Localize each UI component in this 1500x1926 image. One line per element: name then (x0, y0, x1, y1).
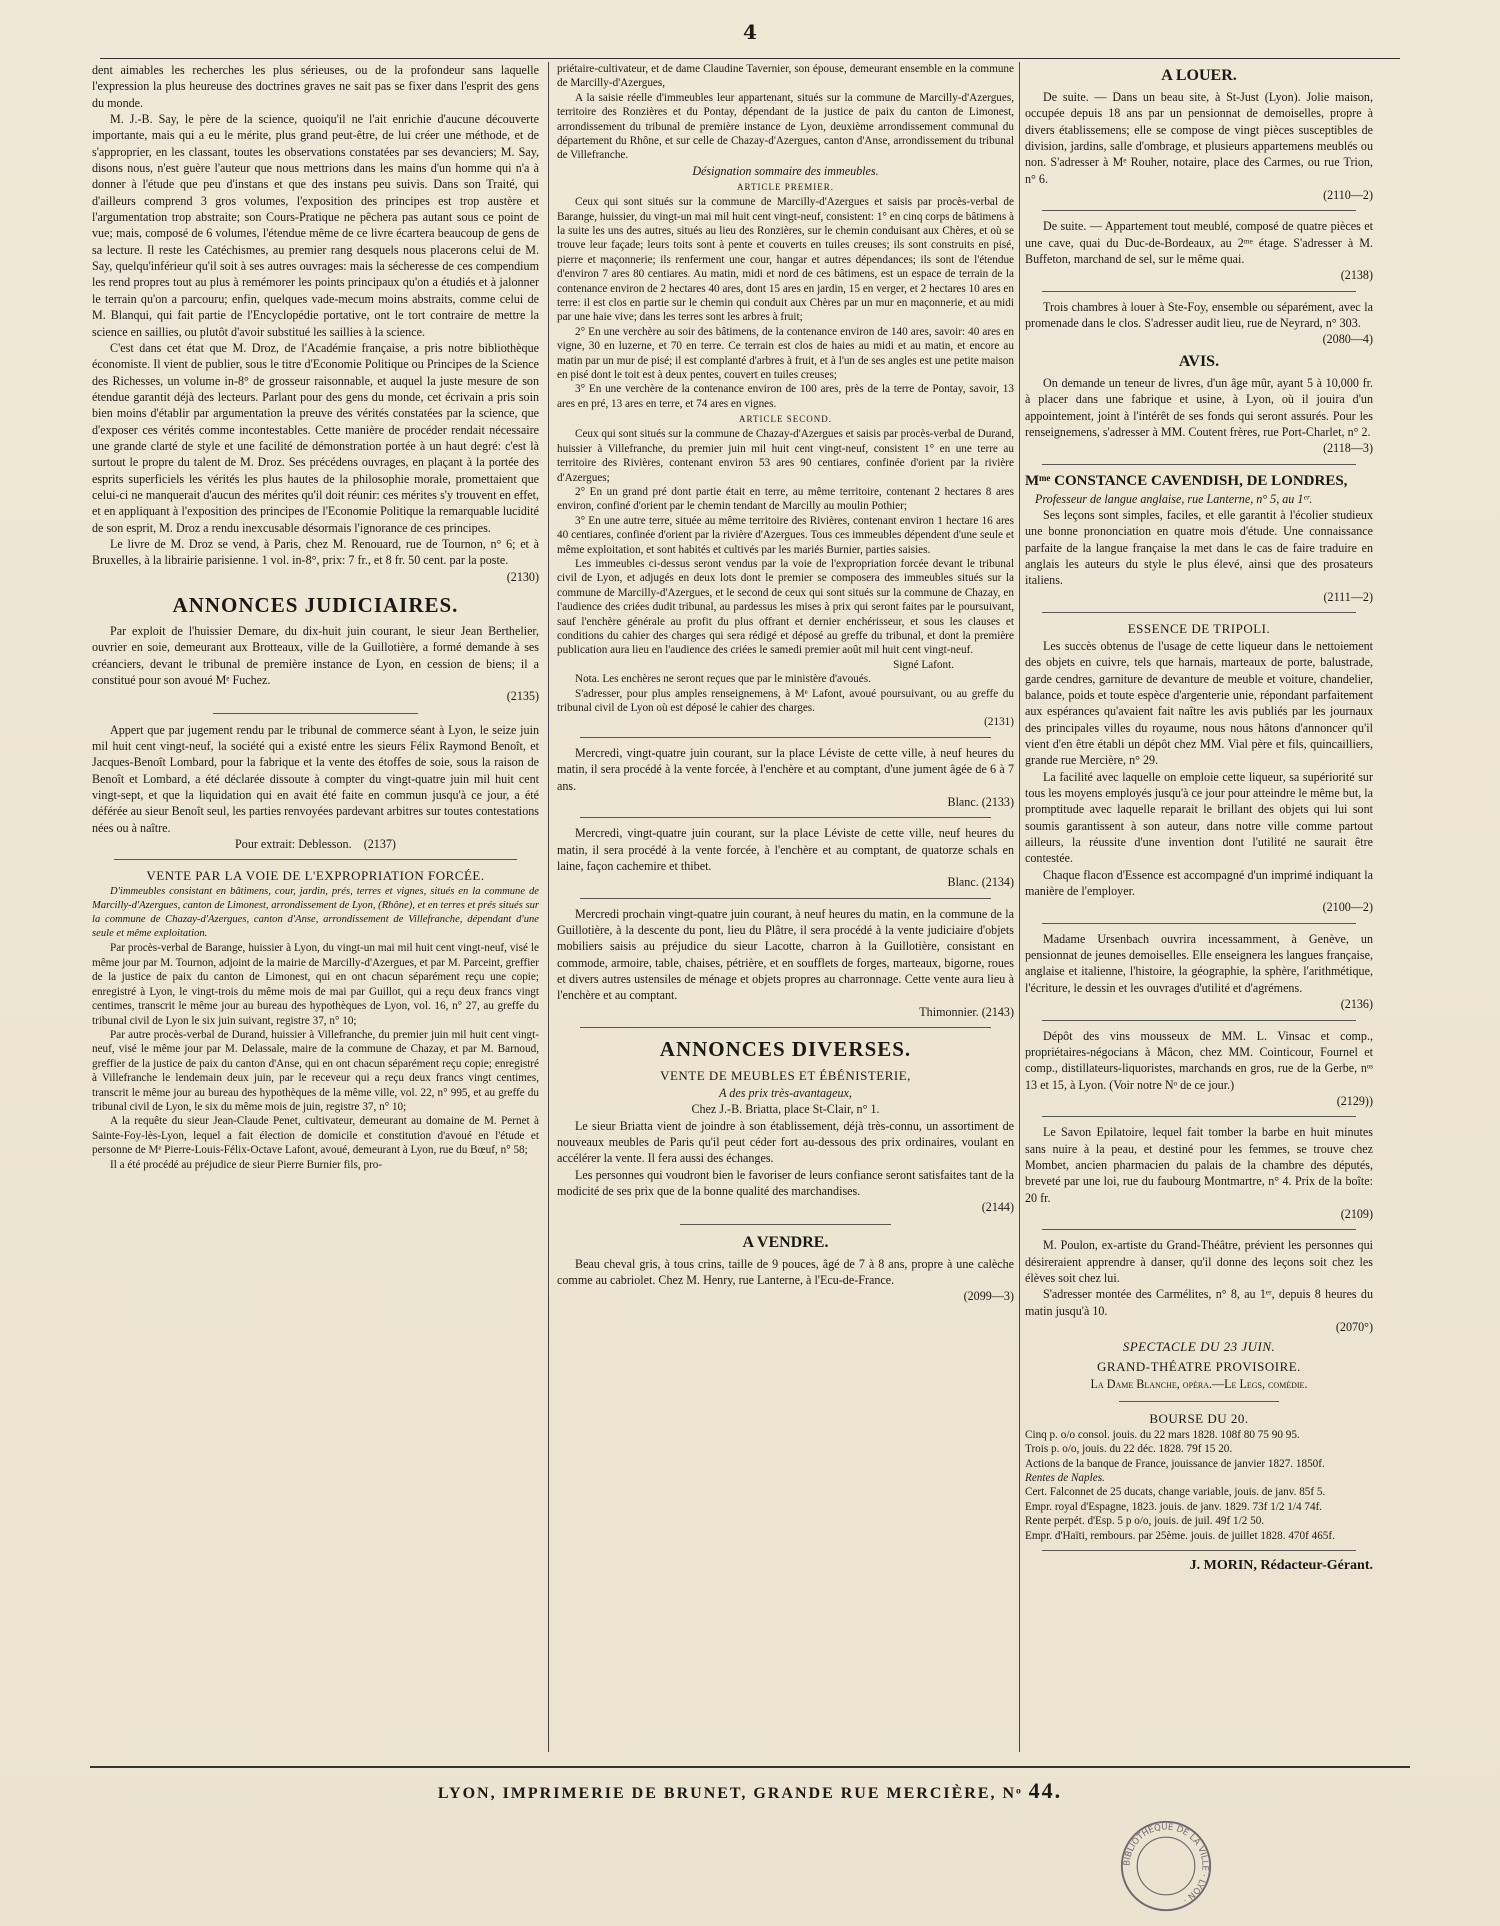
reference-number: (2136) (1340, 997, 1373, 1012)
vente-intro: D'immeubles consistant en bâtimens, cour, jardin, prés, terres et vignes, situés en la commune de Marcilly-d'Azergues, canton de Limonest, arrondissement de Lyon, (Rhône), et en terres et prés situés sur la commune de Chazay-d'Azergues, canton d'Anse, arrondissement de Villefranche, dépendant d'une seule et même exploitation. (92, 886, 539, 940)
bourse-line: Rente perpét. d'Esp. 5 p o/o, jouis. de juil. 49f 1/2 50. (1025, 1515, 1265, 1528)
article-paragraph: M. J.-B. Say, le père de la science, quoiqu'il ne l'ait enrichie d'aucune découverte importante, mais qui a eu le mérite, plus grand peut-être, de lui créer une méthode, et de s'approprier, en les classant, toutes les observations constatées par ses devanciers; M. Say, disons nous, n'est guère l'auteur que nous mettrions dans les mains d'un homme qui n'a à donner à l'étude que peu d'instans et que des instans peu suivis. Dans son Traité, qui d'ailleurs comprend 3 gros volumes, l'exposition des principes est trop austère et l'argumentation trop abstraite; son Cours-Pratique ne pêchera pas autant sous ce point de vue; mais, composé de 6 volumes, l'étendue même de ce livre écartera beaucoup de gens de sa lecture. Il reste les Catéchismes, au premier rang desquels nous placerons celui de M. Say, quelqu'inférieur qu'il soit à ses autres ouvrages: mais la sécheresse de ces compendium les rend propres tout au plus à remémorer les points principaux qu'on a étudiés et à jalonner le terrain qu'on a parcouru; enfin, quelques vade-mecum moins abstraits, comme celui de M. Blanqui, qui fait partie de l'Encyclopédie portative, ont le tort contraire de mettre la science en saillies, ou plutôt d'avoir substitué les saillies à la science. (92, 112, 539, 339)
reference-number: (2110—2) (1323, 188, 1373, 203)
tripoli-paragraph: La facilité avec laquelle on emploie cette liqueur, sa supériorité sur tous les moyens employés jusqu'à ce jour pour atteindre le même but, la promptitude avec laquelle reparait le brillant des objets qui lui sont soumis garantissent à son auteur, dans notre ville comme partout ailleurs, la réussite d'une invention dont l'utilité ne saurait être contestée. (1025, 769, 1373, 866)
saisie-paragraph: A la saisie réelle d'immeubles leur appartenant, situés sur la commune de Marcilly-d'Azergues, territoire des Ronzières et du Pontay, dépendant de la justice de paix du canton de Limonest, arrondissement du tribunal de première instance de Lyon, deuxième arrondissement communal du département du Rhône, et sur celle de Chazay-d'Azergues, canton d'Anse, arrondissement du tribunal de Villefranche. (557, 91, 1014, 162)
bottom-rule (90, 1766, 1410, 1768)
signature-reference: Blanc. (2134) (947, 875, 1014, 890)
vente-meubles-heading: VENTE DE MEUBLES ET ÉBÉNISTERIE, (660, 1067, 911, 1083)
left-column (92, 62, 539, 1752)
tripoli-paragraph: Les succès obtenus de l'usage de cette liqueur dans le nettoiement des objets en cuivre, tels que harnais, marteaux de porte, balustrade, garde cendres, garniture de devanture de meuble et voiture, chandelier, balance, poids et toute espèce d'argenterie unie, répondant parfaitement aux espérances qu'avaient fait naître les avis publiés par les journaux des principales villes du royaume, nous nous hâtons d'annoncer qu'il vient d'en être établi un dépôt chez MM. Vial père et fils, quincailliers, grande rue Mercière, n° 29. (1025, 638, 1373, 768)
reference-number: (2118—3) (1323, 441, 1373, 456)
avis-paragraph: On demande un teneur de livres, d'un âge mûr, ayant 5 à 10,000 fr. à placer dans une fabrique et usine, à Lyon, où il jouira d'un appointement, joint à l'intérêt de ses fonds qui seront assurés. Pour les renseignemens, s'adresser à MM. Coutent frères, rue Port-Charlet, n° 2. (1025, 375, 1373, 439)
vente-paragraph: Par autre procès-verbal de Durand, huissier à Villefranche, du premier juin mil huit cent vingt-neuf, visé le même jour par M. Delassale, maire de la commune de Chazay, et par M. Barnoud, greffier de la justice de paix du canton d'Anse, qui en ont chacun séparément reçu copie; enregistré à Villefranche le lendemain deux juin, par le receveur qui a reçu deux francs vingt centimes, transcrit le même jour au bureau des hypothèques de la même ville, vol. 22, n° 995, et au greffe du tribunal civil de Lyon, le six du même mois de juin, registre 37, n° 10; (92, 1028, 539, 1113)
article-second-heading: ARTICLE SECOND. (739, 414, 832, 425)
separator (580, 817, 991, 818)
heading-a-vendre: A VENDRE. (742, 1233, 829, 1251)
separator (580, 1027, 991, 1028)
bourse-line: Rentes de Naples. (1025, 1471, 1105, 1484)
middle-column (557, 62, 1014, 1752)
vente-paragraph: A la requête du sieur Jean-Claude Penet, cultivateur, demeurant au domaine de M. Pernet à Sainte-Foy-lès-Lyon, lequel a fait élection de domicile et constitution d'avoué en l'étude et personne de Mᵉ Pierre-Louis-Félix-Octave Lafont, avoué, demeurant à Lyon, rue du Bœuf, n° 58; (92, 1115, 539, 1157)
cavendish-paragraph: Ses leçons sont simples, faciles, et elle garantit à l'écolier studieux une bonne prononciation en quatre mois d'étude. Une connaissance parfaite de la langue française la met dans le cas de faire traduire en anglais les auteurs du style le plus élevé, ainsi que des prosateurs italiens. (1025, 507, 1373, 588)
separator (1042, 1020, 1355, 1021)
article-paragraph: Ceux qui sont situés sur la commune de Chazay-d'Azergues et saisis par procès-verbal de Durand, huissier à Villefranche, du premier juin mil huit cent vingt-neuf, consistent 1° en une terre au territoire des Rivières, contenant environ 53 ares 90 centiares, confinée d'orient par la rivière d'Azergues; (557, 428, 1014, 484)
vinsac-paragraph: Dépôt des vins mousseux de MM. L. Vinsac et comp., propriétaires-négocians à Mâcon, chez MM. Cointicour, Fournel et comp., distillateurs-liquoristes, marchands en gros, rue de la Gerbe, nᵒˢ 13 et 15, à Lyon. (Voir notre Nᵒ de ce jour.) (1025, 1028, 1373, 1092)
separator (1042, 612, 1355, 613)
bourse-line: Cert. Falconnet de 25 ducats, change variable, jouis. de janv. 85f 5. (1025, 1486, 1326, 1499)
bourse-table (1025, 1428, 1373, 1543)
top-rule (100, 58, 1400, 59)
ursenbach-paragraph: Madame Ursenbach ouvrira incessamment, à Genève, un pensionnat de jeunes demoiselles. Elle enseignera les langues française, anglaise et italienne, l'histoire, la géographie, la sphère, l'arithmétique, l'écriture, le dessin et les ouvrages d'utilité et d'agrémens. (1025, 931, 1373, 995)
bourse-line: Cinq p. o/o consol. jouis. du 22 mars 1828. 108f 80 75 90 95. (1025, 1428, 1300, 1441)
reference-number: (2109) (1340, 1206, 1373, 1221)
reference-number: (2144) (981, 1200, 1014, 1215)
vendre-paragraph: Beau cheval gris, à tous crins, taille de 9 pouces, âgé de 7 à 8 ans, propre à une calèche comme au cabriolet. Chez M. Henry, rue Lanterne, à l'Ecu-de-France. (557, 1256, 1014, 1288)
louer-notice: Trois chambres à louer à Ste-Foy, ensemble ou séparément, avec la promenade dans le clos. S'adresser audit lieu, rue de Neyrard, n° 303. (1025, 299, 1373, 331)
vente-paragraph: Par procès-verbal de Barange, huissier à Lyon, du vingt-un mai mil huit cent vingt-neuf, visé le même jour par M. Tournon, adjoint de la mairie de Marcilly-d'Azergues, et par M. Parceint, greffier de la justice de paix du canton de Limonest, qui en ont chacun séparément reçu une copie; enregistré à Lyon, le vingt-trois du même mois de mai par Guillot, qui a reçu deux francs vingt centimes, transcrit le même jour au bureau des hypothèques de Lyon, vol. 16, n° 27, au greffe du tribunal civil de Lyon le six juin suivant, registre 37, n° 10; (92, 942, 539, 1027)
separator (1042, 1116, 1355, 1117)
separator (580, 737, 991, 738)
reference-number: (2138) (1340, 268, 1373, 283)
poulon-paragraph: S'adresser montée des Carmélites, n° 8, au 1ᵉʳ, depuis 8 heures du matin jusqu'à 10. (1025, 1287, 1373, 1318)
imprint-text: LYON, IMPRIMERIE DE BRUNET, GRANDE RUE MERCIÈRE, Nᵒ (437, 1785, 1023, 1802)
sadresser: S'adresser, pour plus amples renseignemens, à Mᵉ Lafont, avoué poursuivant, ou au greffe du tribunal civil de Lyon où est déposé le cahier des charges. (557, 687, 1014, 714)
tripoli-paragraph: Chaque flacon d'Essence est accompagné d'un imprimé indiquant la manière de l'employer. (1025, 867, 1373, 899)
judicial-notice: Appert que par jugement rendu par le tribunal de commerce séant à Lyon, le seize juin mil huit cent vingt-neuf, la société qui a existé entre les sieurs Félix Raymond Benoît, et Jacques-Benoît Lombard, pour la fabrique et la vente des étoffes de soie, sous la raison de Benoît et Lombard, a été déclarée dissoute à compter du vingt-quatre juin mil huit cent vingt-sept, et que la liquidation qui en avait été faite en commun jusqu'à ce jour, a été déférée au sieur Benoît seul, les parties renvoyées pardevant arbitres sur toutes contestations nées ou à naître. (92, 722, 539, 835)
stamp-text: BIBLIOTHÈQUE DE LA VILLE · LYON · (1122, 1822, 1210, 1905)
poulon-paragraph: M. Poulon, ex-artiste du Grand-Théâtre, prévient les personnes qui désireraient apprendre à danser, qu'il donne des leçons soit chez les élèves soit chez lui. (1025, 1238, 1373, 1285)
briatta-paragraph: Les personnes qui voudront bien le favoriser de leurs confiance seront satisfaites tant de la modicité de ses prix que de la bonne qualité des marchandises. (557, 1167, 1014, 1199)
savon-paragraph: Le Savon Epilatoire, lequel fait tomber la barbe en huit minutes sans nuire à la peau, et destiné pour les femmes, se trouve chez Mombet, ancien pharmacien du palais de la chambre des députés, breveté par une loi, rue du faubourg Montmartre, n° 4. Prix de la boîte: 20 fr. (1025, 1125, 1373, 1205)
bourse-line: Actions de la banque de France, jouissance de janvier 1827. 1850f. (1025, 1457, 1325, 1470)
vente-notice: Mercredi, vingt-quatre juin courant, sur la place Léviste de cette ville, neuf heures du matin, il sera procédé à la vente forcée, à l'enchère et au comptant, de quatorze schals en laine, façon cachemire et thibet. (557, 826, 1014, 873)
vente-paragraph: Il a été procédé au préjudice de sieur Pierre Burnier fils, pro- (110, 1158, 383, 1171)
separator (1042, 1550, 1355, 1551)
reference-number: (2130) (506, 569, 539, 584)
reference-number: (2100—2) (1322, 900, 1373, 915)
imprint-footer (0, 1778, 1500, 1804)
separator (680, 1224, 890, 1225)
chez-briatta: Chez J.-B. Briatta, place St-Clair, n° 1. (691, 1102, 880, 1117)
nota: Nota. Les enchères ne seront reçues que par le ministère d'avoués. (575, 673, 871, 686)
cavendish-name: Mᵐᵉ CONSTANCE CAVENDISH, DE LONDRES, (1025, 472, 1348, 489)
separator (1042, 1229, 1355, 1230)
signature-lafont: Signé Lafont. (893, 658, 954, 671)
louer-notice: De suite. — Appartement tout meublé, composé de quatre pièces et une cave, quai du Duc-de-Bordeaux, au 2ᵐᵉ étage. S'adresser à M. Buffeton, marchand de sel, sur le même quai. (1025, 219, 1373, 267)
column-rule (1019, 62, 1020, 1752)
heading-annonces-judiciaires: ANNONCES JUDICIAIRES. (172, 593, 459, 617)
reference-number: (2099—3) (963, 1289, 1014, 1304)
bourse-line: Empr. royal d'Espagne, 1823. jouis. de janv. 1829. 73f 1/2 1/4 74f. (1025, 1500, 1323, 1513)
spectacle-heading: SPECTACLE DU 23 JUIN. (1122, 1339, 1276, 1355)
cavendish-subtitle: Professeur de langue anglaise, rue Lanterne, n° 5, au 1ᵉʳ. (1035, 491, 1313, 506)
judicial-notice: Par exploit de l'huissier Demare, du dix-huit juin courant, le sieur Jean Berthelier, ouvrier en soie, demeurant aux Brotteaux, ville de la Guillotière, a formé demande à ses créanciers, devant le tribunal de première instance de Lyon, en cession de biens; il a constitué pour son avoué Mᵉ Fuchez. (92, 624, 539, 688)
separator (1042, 464, 1355, 465)
article-paragraph: dent aimables les recherches les plus sérieuses, ou de la profondeur sans laquelle l'expression la plus heureuse des doctrines graves ne sait pas se fixer dans l'esprit des gens du monde. (92, 63, 539, 110)
right-column (1025, 62, 1373, 1752)
bourse-line: Trois p. o/o, jouis. du 22 déc. 1828. 79f 15 20. (1025, 1443, 1233, 1456)
imprint-number: 44. (1028, 1778, 1063, 1803)
signature-reference: Blanc. (2133) (947, 794, 1014, 809)
article-paragraph: 3° En une verchère de la contenance environ de 100 ares, près de la terre de Pontay, savoir, 13 ares en pré, 13 ares en terre, et 74 ares en vignes. (557, 383, 1014, 410)
designation-heading: Désignation sommaire des immeubles. (692, 163, 879, 178)
heading-annonces-diverses: ANNONCES DIVERSES. (659, 1036, 912, 1061)
reference-number: (2137) (363, 837, 396, 852)
briatta-paragraph: Le sieur Briatta vient de joindre à son établissement, déjà très-connu, un assortiment de nouveaux meubles de Paris qu'il peut céder fort au-dessous des prix ordinaires, voulant en accélérer la vente. Il fera aussi des échanges. (557, 1118, 1014, 1166)
article-paragraph: Ceux qui sont situés sur la commune de Marcilly-d'Azergues et saisis par procès-verbal de Barange, huissier, du vingt-un mai mil huit cent vingt-neuf, consistent: 1° en cinq corps de bâtimens à la suite les uns des autres, situés au lieu des Ronzières, sur le chemin conduisant aux Chères, et où se trouve leur façade; leurs toits sont à pente et couverts en tuiles creuses; ils sont construits en pisé, pierre et maçonnerie; ils renferment une cour, hangar et autres dépendances; ils sont de l'étendue d'environ 7 ares 80 centiares. Au matin, midi et nord de ces bâtimens, est un espace de terrain de la contenance environ de 2 hectares 40 ares, dont 15 ares en jardin, 15 en verger, et 2 hectares 10 ares en terre: il est clos en partie sur le chemin qui conduit aux Chères par un mur en maçonnerie, et au midi par une haie vive; dans les terres sont les arbres à fruit; (557, 196, 1014, 324)
reference-number: (2135) (506, 689, 539, 704)
column-rule (548, 62, 549, 1752)
article-paragraph: 3° En une autre terre, située au même territoire des Rivières, contenant environ 1 hectare 16 ares 40 centiares, confinée d'orient par la rivière d'Azergues. Tous ces immeubles dépendent d'une seule et même exploitation, et sont habités et cultivés par les mariés Burnier, parties saisies. (557, 514, 1014, 556)
article-paragraph: 2° En un grand pré dont partie était en terre, au même territoire, contenant 2 hectares 8 ares environ, confiné d'orient par le chemin tendant de Marcilly au moulin Pothier; (557, 485, 1014, 513)
page-number: 4 (743, 20, 757, 44)
bourse-heading: BOURSE DU 20. (1149, 1410, 1249, 1426)
article-paragraph: C'est dans cet état que M. Droz, de l'Académie française, a pris notre bibliothèque économiste. Il vient de publier, sous le titre d'Economie Politique ou Principes de la Science des Richesses, un volume in-8° de grosseur raisonnable, et auquel la juste mesure de son étendue garantit déjà des lecteurs. Parlant pour des gens du monde, cet écrivain a pris soin bien moins d'établir par argumentation la preuve des vérités constatées par la science, que d'exposer ces vérités comme incontestables. Cette manière de procéder rendait nécessaire une grande clarté de style et une facilité de démonstration portée à un haut degré: c'est là surtout le propre du talent de M. Droz. Ses précédens ouvrages, en plaçant à la portée des esprits superficiels les vérités les plus hautes de la philosophie morale, promettaient que celui-ci ne manquerait d'aucun des mérites qu'il doit réunir: ces mérites s'y trouvent en effet, et en appliquant à l'exposition des principes de l'Economie Politique la remarquable lucidité de son esprit, M. Droz a rendu inexcusable désormais l'ignorance de ces principes. (92, 340, 539, 535)
vente-notice: Mercredi, vingt-quatre juin courant, sur la place Léviste de cette ville, à neuf heures du matin, il sera procédé à la vente forcée, à l'enchère et au comptant, d'une jument âgée de 6 à 7 ans. (557, 745, 1014, 793)
article-paragraph: Le livre de M. Droz se vend, à Paris, chez M. Renouard, rue de Tournon, n° 6; et à Bruxelles, à la librairie parisienne. 1 vol. in-8°, prix: 7 fr., et 8 fr. 50 cent. par la poste. (92, 536, 539, 568)
reference-number: (2111—2) (1323, 589, 1373, 604)
separator (1042, 291, 1355, 292)
louer-notice: De suite. — Dans un beau site, à St-Just (Lyon). Jolie maison, occupée depuis 18 ans par un pensionnat de demoiselles, propre à divers établissemens; elle se compose de vingt pièces susceptibles de division, jardins, salle d'ombrage, et plusieurs appartemens meublés ou non. S'adresser à Mᵉ Rouher, notaire, place des Carmes, ou rue Trion, n° 6. (1025, 90, 1373, 186)
signature-reference: Thimonnier. (2143) (919, 1004, 1014, 1019)
separator (1119, 1401, 1279, 1402)
prix-avantageux: A des prix très-avantageux, (719, 1085, 852, 1100)
article-paragraph: Les immeubles ci-dessus seront vendus par la voie de l'expropriation forcée devant le tribunal civil de Lyon, et adjugés en deux lots dont le premier se composera des immeubles situés sur la commune de Marcilly-d'Azergues, et le second de ceux qui sont situés sur la commune de Chazay, en l'audience des criées dudit tribunal, au pardessus les mises à prix qui seront faites par le poursuivant, sauf l'enchère générale au profit du plus offrant et dernier enchérisseur, et sous les clauses et conditions du cahier des charges qui sera rédigé et déposé au greffe du tribunal, et dont la première publication aura lieu en l'audience des criées le samedi premier août mil huit cent vingt-neuf. (557, 557, 1014, 657)
reference-number: (2131) (984, 716, 1014, 729)
separator (1042, 210, 1355, 211)
library-stamp-icon (1118, 1818, 1214, 1914)
separator (580, 898, 991, 899)
separator (213, 713, 419, 714)
extrait-line (92, 836, 539, 852)
bourse-line: Empr. d'Haïti, rembours. par 25ème. jouis. de juillet 1828. 470f 465f. (1025, 1529, 1335, 1542)
reference-number: (2080—4) (1322, 332, 1373, 347)
reference-number: (2129)) (1336, 1093, 1373, 1108)
theatre-heading: GRAND-THÉATRE PROVISOIRE. (1097, 1359, 1301, 1375)
programme: La Dame Blanche, opéra.—Le Legs, comédie. (1090, 1377, 1308, 1392)
vente-continuation: priétaire-cultivateur, et de dame Claudine Tavernier, son épouse, demeurant ensemble en la commune de Marcilly-d'Azergues, (557, 63, 1014, 90)
heading-vente-expropriation: VENTE PAR LA VOIE DE L'EXPROPRIATION FORCÉE. (146, 868, 485, 884)
heading-a-louer: A LOUER. (1161, 67, 1237, 84)
separator (1042, 923, 1355, 924)
article-premier-heading: ARTICLE PREMIER. (737, 182, 834, 193)
vente-notice: Mercredi prochain vingt-quatre juin courant, à neuf heures du matin, en la commune de la Guillotière, à la descente du pont, lieu du Plâtre, il sera procédé à la vente judiciaire d'objets mobiliers saisis au préjudice du sieur Lacotte, charron à la Guillotière, consistant en commode, armoire, table, chaises, pétrière, et en soufflets de forges, marteaux, bigorne, roues et divers autres ustensiles de ménage et objets propres au charronnage. Cette vente aura lieu à l'enchère et au comptant. (557, 906, 1014, 1003)
gerant-signature: J. MORIN, Rédacteur-Gérant. (1189, 1557, 1373, 1573)
heading-avis: AVIS. (1178, 352, 1220, 370)
article-paragraph: 2° En une verchère au soir des bâtimens, de la contenance environ de 140 ares, savoir: 40 ares en vigne, 30 en luzerne, et 70 en terre. Ce terrain est clos de haies au midi et au matin, et encore au matin par un mur de pisé; il est complanté d'arbres à fruit, et à l'un de ses angles est une petite maison en pisé dont le toit est à deux pentes, couvert en tuiles creuses; (557, 325, 1014, 382)
heading-essence-tripoli: ESSENCE DE TRIPOLI. (1127, 620, 1271, 636)
reference-number: (2070°) (1335, 1320, 1373, 1334)
separator (114, 859, 516, 860)
extrait-signature: Pour extrait: Deblesson. (235, 837, 352, 852)
